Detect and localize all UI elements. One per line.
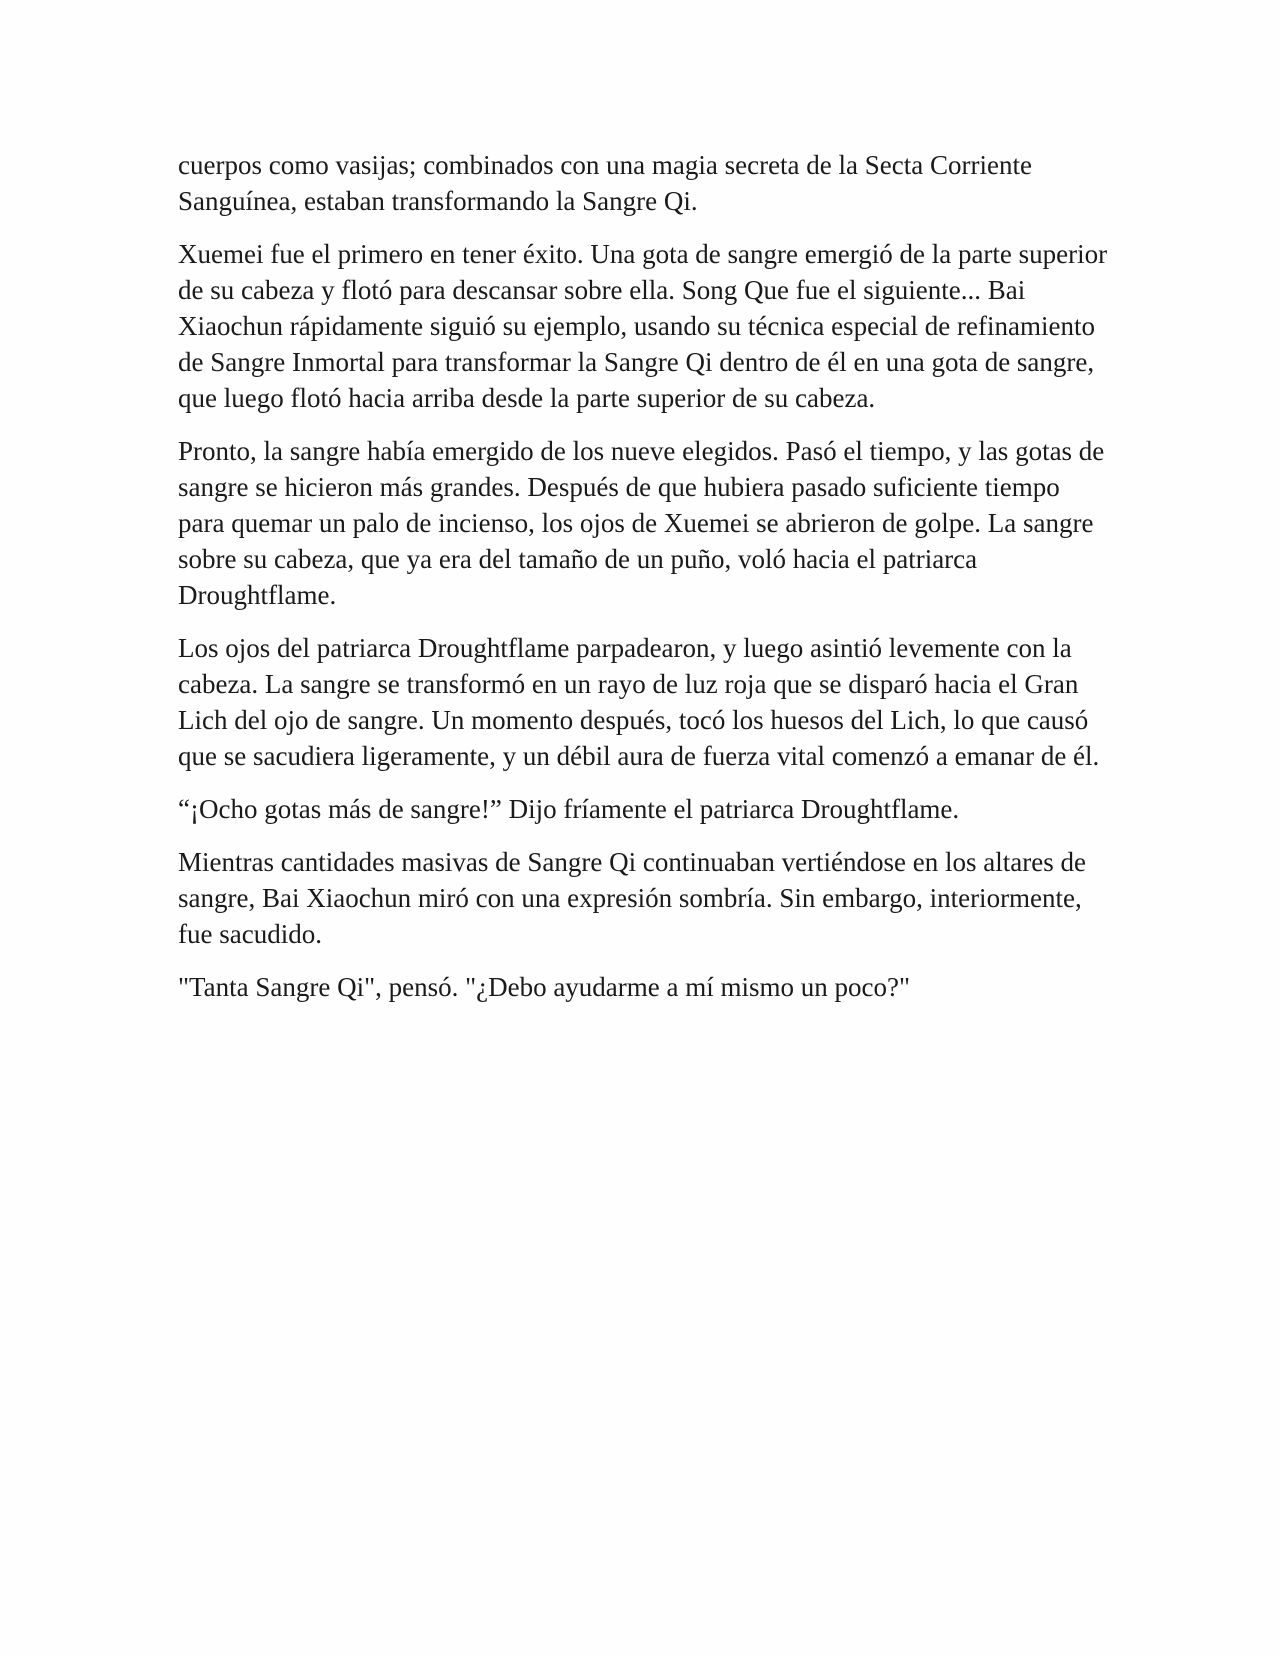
- paragraph: “¡Ocho gotas más de sangre!” Dijo fríamente el patriarca Droughtflame.: [178, 794, 960, 824]
- paragraph: Mientras cantidades masivas de Sangre Qi continuaban vertiéndose en los altares de sangre, Bai Xiaochun miró con una expresión sombría. Sin embargo, interiormente, fue sacudido.: [178, 847, 1086, 949]
- paragraph: Los ojos del patriarca Droughtflame parpadearon, y luego asintió levemente con la cabeza. La sangre se transformó en un rayo de luz roja que se disparó hacia el Gran Lich del ojo de sangre. Un momento después, tocó los huesos del Lich, lo que causó que se sacudiera ligeramente, y un débil aura de fuerza vital comenzó a emanar de él.: [178, 633, 1100, 771]
- paragraph: Pronto, la sangre había emergido de los nueve elegidos. Pasó el tiempo, y las gotas de sangre se hicieron más grandes. Después de que hubiera pasado suficiente tiempo para quemar un palo de incienso, los ojos de Xuemei se abrieron de golpe. La sangre sobre su cabeza, que ya era del tamaño de un puño, voló hacia el patriarca Droughtflame.: [178, 436, 1105, 610]
- paragraph: "Tanta Sangre Qi", pensó. "¿Debo ayudarme a mí mismo un poco?": [178, 972, 911, 1002]
- paragraph: cuerpos como vasijas; combinados con una magia secreta de la Secta Corriente Sanguínea, estaban transformando la Sangre Qi.: [178, 150, 1032, 216]
- paragraph: Xuemei fue el primero en tener éxito. Una gota de sangre emergió de la parte superior de su cabeza y flotó para descansar sobre ella. Song Que fue el siguiente... Bai Xiaochun rápidamente siguió su ejemplo, usando su técnica especial de refinamiento de Sangre Inmortal para transformar la Sangre Qi dentro de él en una gota de sangre, que luego flotó hacia arriba desde la parte superior de su cabeza.: [178, 239, 1108, 413]
- document-body: [178, 147, 1108, 1022]
